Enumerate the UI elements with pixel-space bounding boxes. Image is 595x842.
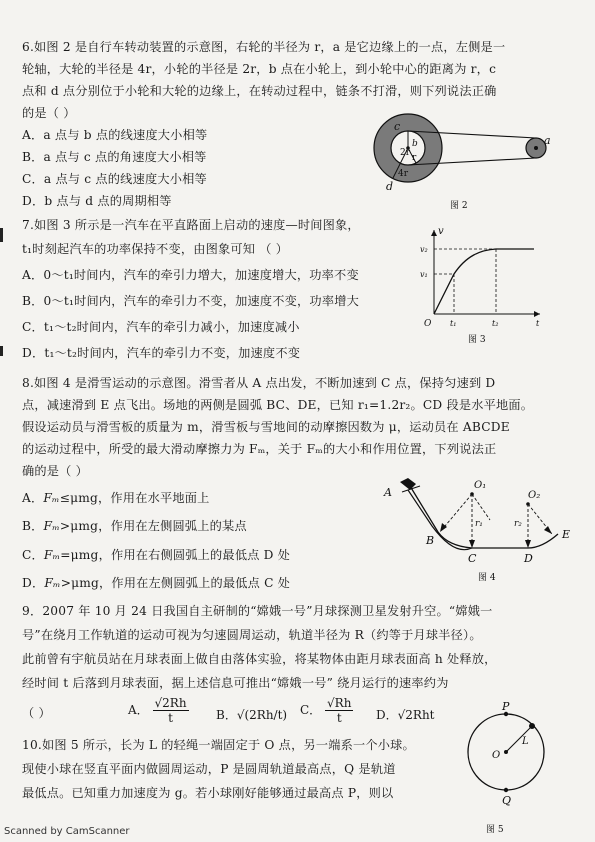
fig4-label-r2: r₂ (514, 519, 522, 529)
fig4-label-r1: r₁ (475, 519, 483, 529)
q9-line-2: 号”在绕月工作轨道的运动可视为匀速圆周运动，轨道半径为 R（约等于月球半径）。 (22, 628, 482, 642)
fig4-label-O1: O₁ (474, 480, 487, 491)
fig3-label-t1: t₁ (450, 319, 457, 328)
fig5-label-Q: Q (502, 794, 512, 807)
figure-2-caption: 图 2 (450, 201, 468, 211)
fig3-label-v2: v₂ (420, 245, 428, 254)
q8-line-3: 假设运动员与滑雪板的质量为 m，滑雪板与雪地间的动摩擦因数为 μ，运动员在 ABCDE (22, 420, 510, 434)
q6-option-a: A．a 点与 b 点的线速度大小相等 (22, 128, 208, 142)
fig2-label-d: d (386, 180, 394, 193)
scan-edge-mark (0, 346, 3, 356)
fig2-label-2r: 2r (400, 148, 411, 158)
fig4-label-O2: O₂ (528, 490, 541, 501)
fig3-label-t2: t₂ (492, 319, 499, 328)
scan-edge-mark (0, 228, 3, 242)
figure-5-vertical-circle (462, 700, 562, 836)
fig4-label-B: B (426, 534, 435, 547)
q7-line-1: 7.如图 3 所示是一汽车在平直路面上启动的速度—时间图象， (22, 218, 360, 232)
q8-option-b: B．Fₘ>μmg，作用在左侧圆弧上的某点 (22, 519, 247, 533)
q6-option-b: B．a 点与 c 点的角速度大小相等 (22, 150, 207, 164)
fig4-label-D: D (524, 552, 533, 565)
q8-line-5: 确的是（ ） (22, 464, 89, 478)
figure-5-caption: 图 5 (486, 825, 504, 835)
fig2-label-4r: 4r (398, 169, 409, 179)
q6-line-2: 轮轴，大轮的半径是 4r，小轮的半径是 2r，b 点在小轮上，到小轮中心的距离为 r，c (22, 62, 497, 76)
q8-option-d: D．Fₘ>μmg，作用在左侧圆弧上的最低点 C 处 (22, 576, 291, 590)
fig4-label-C: C (468, 552, 477, 565)
q9-option-c: C． $\frac{√Rh}{t}$ (300, 696, 352, 725)
q9-line-4: 经时间 t 后落到月球表面，据上述信息可推出“嫦娥一号” 绕月运行的速率约为 (22, 676, 449, 690)
q6-line-3: 点和 d 点分别位于小轮和大轮的边缘上，在转动过程中，链条不打滑，则下列说法正确 (22, 84, 497, 98)
fig2-label-r: r (412, 153, 417, 163)
q8-line-2: 点，减速滑到 E 点飞出。场地的两侧是圆弧 BC、DE，已知 r₁=1.2r₂。CD 段是水平地面。 (22, 398, 534, 412)
fig4-label-E: E (562, 528, 571, 541)
fig3-origin: O (424, 319, 432, 329)
q9-line-1: 9．2007 年 10 月 24 日我国自主研制的“嫦娥一号”月球探测卫星发射升空。“嫦娥一 (22, 604, 493, 618)
q9-answer-paren: （ ） (22, 706, 51, 720)
fig4-label-A: A (384, 486, 392, 499)
q7-option-a: A．0～t₁时间内，汽车的牵引力增大，加速度增大，功率不变 (22, 268, 359, 282)
q10-line-1: 10.如图 5 所示，长为 L 的轻绳一端固定于 O 点，另一端系一个小球。 (22, 738, 415, 752)
q8-option-a: A．Fₘ≤μmg，作用在水平地面上 (22, 491, 210, 505)
q7-line-2: t₁时刻起汽车的功率保持不变，由图象可知 （ ） (22, 242, 289, 256)
fig5-label-P: P (502, 700, 510, 713)
q7-option-c: C．t₁～t₂时间内，汽车的牵引力减小，加速度减小 (22, 320, 300, 334)
fig5-label-L: L (522, 736, 529, 747)
q9-option-a: A． $\frac{√2Rh}{t}$ (128, 696, 187, 725)
q6-option-c: C．a 点与 c 点的线速度大小相等 (22, 172, 207, 186)
figure-3-velocity-time-graph (418, 222, 546, 346)
fig5-label-O: O (492, 750, 501, 761)
q7-option-d: D．t₁～t₂时间内，汽车的牵引力不变，加速度不变 (22, 346, 301, 360)
fig2-label-a: a (544, 134, 551, 147)
figure-2-bicycle-drive (368, 108, 558, 212)
q8-option-c: C．Fₘ=μmg，作用在右侧圆弧上的最低点 D 处 (22, 548, 291, 562)
q9-line-3: 此前曾有宇航员站在月球表面上做自由落体实验，将某物体由距月球表面高 h 处释放， (22, 652, 497, 666)
q9-option-d: D．√2Rht (376, 708, 435, 722)
q8-line-4: 的运动过程中，所受的最大滑动摩擦力为 Fₘ，关于 Fₘ的大小和作用位置，下列说法正 (22, 442, 497, 456)
q6-line-1: 6.如图 2 是自行车转动装置的示意图，右轮的半径为 r，a 是它边缘上的一点，左侧是一 (22, 40, 506, 54)
fig2-label-b: b (412, 139, 418, 149)
q10-line-3: 最低点。已知重力加速度为 g。若小球刚好能够通过最高点 P，则以 (22, 786, 394, 800)
figure-4-caption: 图 4 (478, 573, 496, 583)
figure-4-ski-track (382, 476, 578, 588)
fig3-label-v1: v₁ (420, 270, 428, 279)
fig3-axis-t: t (536, 319, 540, 328)
q6-option-d: D．b 点与 d 点的周期相等 (22, 194, 172, 208)
scanner-watermark: Scanned by CamScanner (0, 826, 134, 837)
figure-3-caption: 图 3 (468, 335, 486, 345)
fig2-label-c: c (394, 120, 401, 133)
fig3-axis-v: v (438, 226, 444, 237)
q8-line-1: 8.如图 4 是滑雪运动的示意图。滑雪者从 A 点出发，不断加速到 C 点，保持匀速到 D (22, 376, 496, 390)
q9-option-b: B．√(2Rh/t) (216, 708, 288, 722)
q7-option-b: B．0～t₁时间内，汽车的牵引力不变，加速度不变，功率增大 (22, 294, 359, 308)
q6-line-4: 的是（ ） (22, 106, 76, 120)
q10-line-2: 现使小球在竖直平面内做圆周运动，P 是圆周轨道最高点，Q 是轨道 (22, 762, 396, 776)
